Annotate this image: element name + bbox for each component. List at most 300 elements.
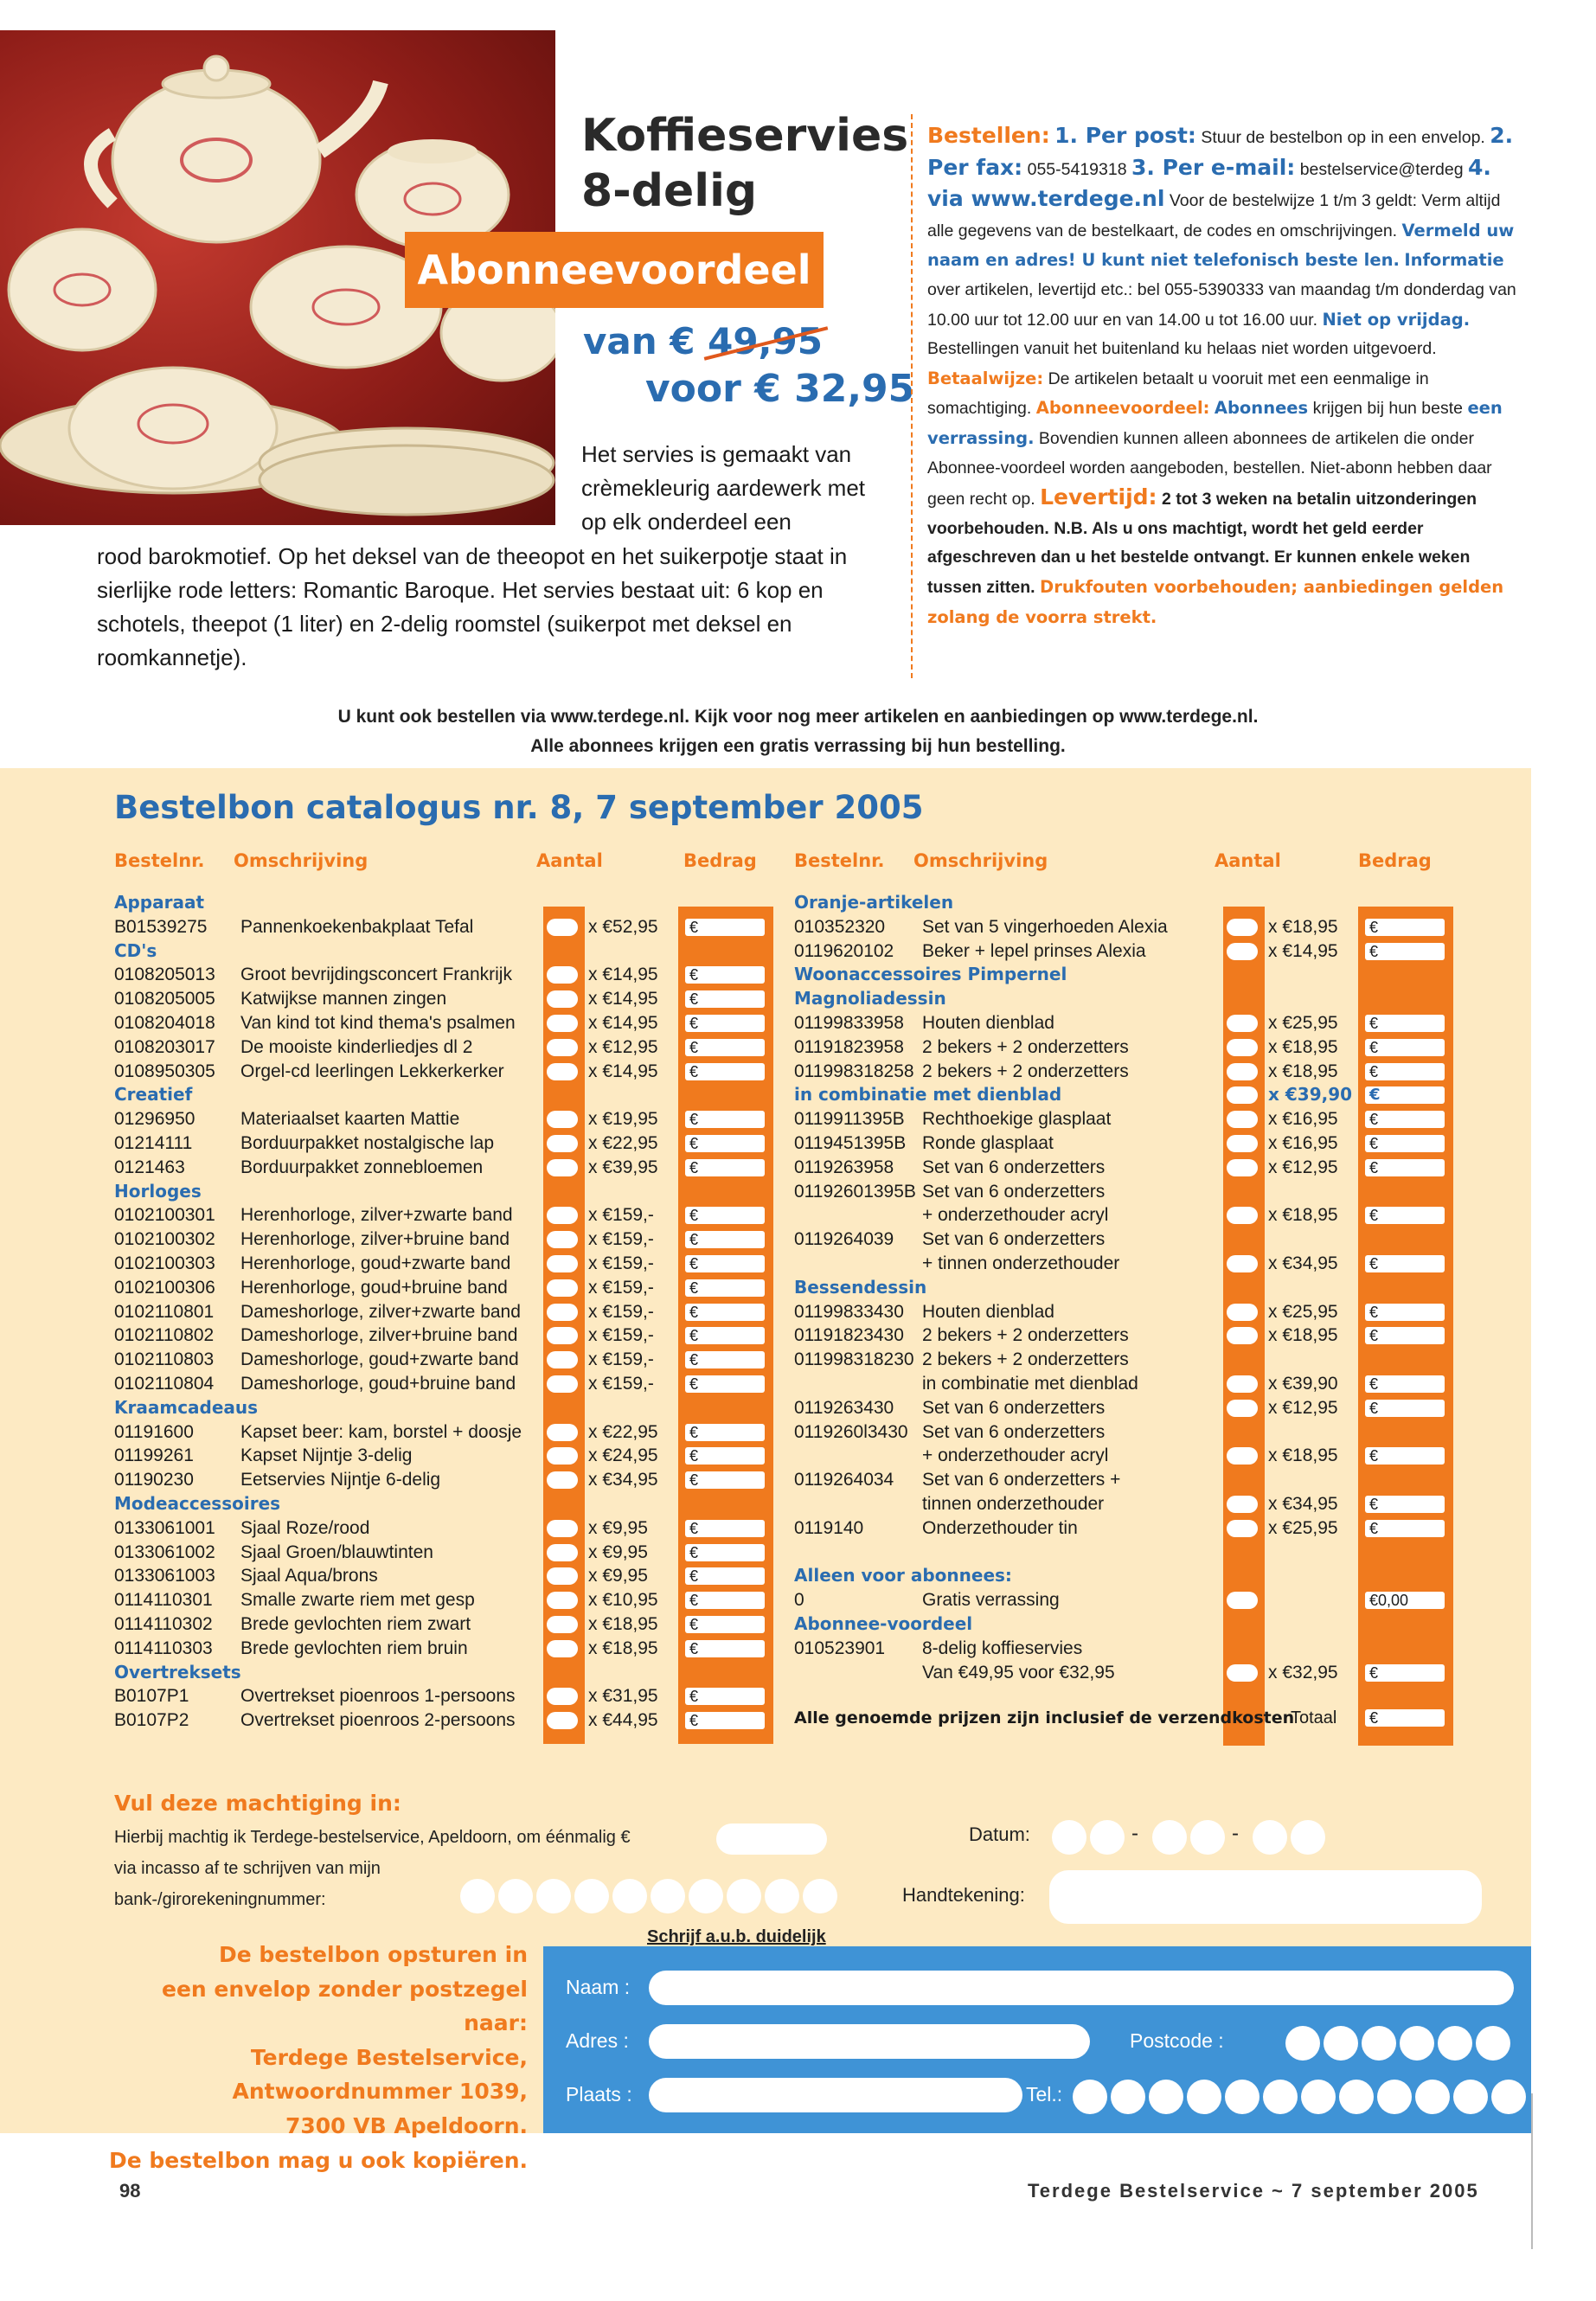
order-item-row xyxy=(794,1516,1452,1541)
amount-field[interactable]: € xyxy=(1365,1664,1445,1682)
amount-field[interactable]: € xyxy=(685,1039,765,1056)
divider-line xyxy=(911,114,913,678)
amount-field[interactable]: € xyxy=(1365,1304,1445,1321)
category-heading xyxy=(794,987,1452,1011)
item-code: 0108950305 xyxy=(114,1061,215,1081)
quantity-input[interactable] xyxy=(1227,1304,1258,1321)
item-description: Brede gevlochten riem zwart xyxy=(240,1613,471,1634)
total-note: Alle genoemde prijzen zijn inclusief de verzendkosten xyxy=(794,1708,1295,1727)
item-description: Sjaal Groen/blauwtinten xyxy=(240,1541,433,1562)
order-item-row xyxy=(794,1156,1452,1180)
amount-field[interactable]: € xyxy=(685,1520,765,1537)
quantity-input[interactable] xyxy=(1227,1255,1258,1272)
item-description: Orgel-cd leerlingen Lekkerkerker xyxy=(240,1061,504,1081)
amount-field[interactable]: € xyxy=(685,1207,765,1224)
quantity-input[interactable] xyxy=(1227,943,1258,960)
amount-field[interactable]: € xyxy=(685,1471,765,1489)
postcode-label: Postcode : xyxy=(1130,2029,1224,2052)
tel-digit[interactable] xyxy=(1187,2080,1221,2114)
amount-field[interactable]: € xyxy=(1365,1207,1445,1224)
tel-digit[interactable] xyxy=(1415,2080,1450,2114)
account-digit[interactable] xyxy=(612,1879,647,1913)
category-heading xyxy=(114,1492,772,1516)
order-item-row xyxy=(794,1420,1452,1445)
product-description-part1: Het servies is gemaakt van crèmekleurig aardewerk met op elk onderdeel een xyxy=(581,441,866,535)
date-separator: - xyxy=(1131,1822,1138,1845)
amount-field[interactable]: € xyxy=(685,1616,765,1633)
quantity-input[interactable] xyxy=(547,1351,578,1368)
quantity-input[interactable] xyxy=(1227,1520,1258,1537)
item-code: 0133061001 xyxy=(114,1517,215,1538)
item-code: 0108203017 xyxy=(114,1036,215,1057)
item-description: 8-delig koffieservies xyxy=(922,1638,1083,1658)
quantity-input[interactable] xyxy=(547,966,578,984)
amount-field[interactable]: € xyxy=(1365,1015,1445,1032)
order-item-row xyxy=(114,1684,772,1708)
item-description: Sjaal Aqua/brons xyxy=(240,1566,378,1586)
order-item-row xyxy=(114,915,772,939)
date-digit[interactable] xyxy=(1291,1820,1325,1855)
item-price: x €18,95 xyxy=(1268,1205,1338,1226)
item-description: Herenhorloge, goud+zwarte band xyxy=(240,1253,511,1273)
quantity-input[interactable] xyxy=(1227,1086,1258,1104)
category-label: in combinatie met dienblad xyxy=(794,1084,1062,1106)
date-digit[interactable] xyxy=(1253,1820,1287,1855)
item-price: x €16,95 xyxy=(1268,1109,1338,1130)
order-item-row xyxy=(114,1637,772,1661)
account-digit[interactable] xyxy=(574,1879,609,1913)
item-description: 2 bekers + 2 onderzetters xyxy=(922,1061,1129,1081)
amount-field[interactable]: € xyxy=(1365,1159,1445,1176)
amount-field[interactable]: € xyxy=(685,1327,765,1344)
mandate-amount-field[interactable] xyxy=(716,1823,827,1855)
item-price: x €14,95 xyxy=(1268,940,1338,961)
item-price: x €25,95 xyxy=(1268,1517,1338,1538)
item-description: + onderzethouder acryl xyxy=(922,1445,1109,1466)
item-code: 0102100306 xyxy=(114,1277,215,1298)
item-price: x €22,95 xyxy=(588,1421,658,1442)
order-item-row xyxy=(114,1011,772,1035)
order-item-row xyxy=(114,1588,772,1612)
plaats-label: Plaats : xyxy=(566,2083,632,2106)
order-item-row xyxy=(794,1468,1452,1492)
order-item-row xyxy=(114,1612,772,1637)
item-description: Materiaalset kaarten Mattie xyxy=(240,1109,460,1130)
order-item-row xyxy=(114,1131,772,1156)
item-price: x €18,95 xyxy=(1268,1445,1338,1466)
date-separator: - xyxy=(1232,1822,1239,1845)
adres-field[interactable] xyxy=(649,2024,1090,2059)
row-spacer xyxy=(794,1541,1452,1565)
quantity-input[interactable] xyxy=(547,1039,578,1056)
quantity-input[interactable] xyxy=(547,1688,578,1705)
signature-field[interactable] xyxy=(1049,1870,1482,1924)
item-description: Gratis verrassing xyxy=(922,1590,1060,1611)
amount-field[interactable]: € xyxy=(1365,919,1445,936)
item-description: Katwijkse mannen zingen xyxy=(240,989,447,1009)
item-code: 0108205013 xyxy=(114,965,215,985)
item-code: 0102110803 xyxy=(114,1349,215,1370)
quantity-input[interactable] xyxy=(1227,1664,1258,1682)
order-item-row xyxy=(114,1107,772,1131)
order-note-line1: U kunt ook bestellen via www.terdege.nl. Kijk voor nog meer artikelen en aanbiedingen op www.terdege.nl. xyxy=(337,707,1259,727)
amount-field[interactable]: € xyxy=(685,1592,765,1609)
amount-field[interactable]: € xyxy=(1365,1111,1445,1128)
quantity-input[interactable] xyxy=(547,1207,578,1224)
amount-field[interactable]: € xyxy=(685,919,765,936)
item-description: Dameshorloge, goud+zwarte band xyxy=(240,1349,519,1370)
order-item-row xyxy=(794,1396,1452,1420)
quantity-input[interactable] xyxy=(547,1375,578,1393)
page-number: 98 xyxy=(119,2180,141,2202)
amount-field[interactable]: € xyxy=(1365,1135,1445,1152)
order-list-left xyxy=(114,891,772,1733)
levertijd-label: Levertijd: xyxy=(1040,484,1157,510)
order-item-row xyxy=(114,1564,772,1588)
tel-digit[interactable] xyxy=(1111,2080,1145,2114)
order-item-row xyxy=(794,939,1452,964)
item-description: 2 bekers + 2 onderzetters xyxy=(922,1036,1129,1057)
amount-field[interactable]: € xyxy=(685,1712,765,1729)
item-price: x €159,- xyxy=(588,1277,654,1298)
quantity-input[interactable] xyxy=(547,1592,578,1609)
item-price: x €18,95 xyxy=(588,1613,658,1634)
date-digit[interactable] xyxy=(1152,1820,1187,1855)
quantity-input[interactable] xyxy=(547,1424,578,1441)
amount-field[interactable]: € xyxy=(685,1375,765,1393)
item-description: Overtrekset pioenroos 1-persoons xyxy=(240,1686,516,1707)
item-price: x €159,- xyxy=(588,1229,654,1250)
ordering-info xyxy=(927,121,1522,632)
quantity-input[interactable] xyxy=(547,1063,578,1080)
amount-field[interactable]: € xyxy=(685,966,765,984)
quantity-input[interactable] xyxy=(547,1304,578,1321)
item-description: Borduurpakket nostalgische lap xyxy=(240,1132,495,1153)
tel-digit[interactable] xyxy=(1491,2080,1526,2114)
tel-digit[interactable] xyxy=(1453,2080,1488,2114)
header-aantal-right: Aantal xyxy=(1215,850,1281,871)
date-digit[interactable] xyxy=(1090,1820,1125,1855)
item-price: x €31,95 xyxy=(588,1686,658,1707)
postcode-digit[interactable] xyxy=(1476,2026,1510,2061)
amount-field[interactable]: €0,00 xyxy=(1365,1592,1445,1609)
amount-field[interactable]: € xyxy=(685,1688,765,1705)
friday-note: Niet op vrijdag. xyxy=(1322,309,1471,330)
tel-digit[interactable] xyxy=(1263,2080,1298,2114)
item-code: 0119140 xyxy=(794,1517,864,1538)
name-warning: Vermeld uw naam en adres! U kunt niet telefonisch beste len. xyxy=(927,220,1515,271)
item-code: 0119264039 xyxy=(794,1229,894,1250)
amount-field[interactable]: € xyxy=(685,1159,765,1176)
item-code: 0119911395B xyxy=(794,1109,905,1130)
item-code: 0114110303 xyxy=(114,1638,213,1658)
title-line1: Koffieservies xyxy=(581,110,909,162)
item-price: x €25,95 xyxy=(1268,1012,1338,1033)
quantity-input[interactable] xyxy=(547,919,578,936)
item-description: Kapset Nijntje 3-delig xyxy=(240,1445,413,1466)
postcode-digit[interactable] xyxy=(1285,2026,1320,2061)
quantity-input[interactable] xyxy=(1227,1400,1258,1417)
item-description: + tinnen onderzethouder xyxy=(922,1253,1120,1273)
account-digit[interactable] xyxy=(765,1879,799,1913)
quantity-input[interactable] xyxy=(547,1544,578,1561)
order-item-row xyxy=(114,1203,772,1227)
quantity-input[interactable] xyxy=(547,1111,578,1128)
amount-field[interactable]: € xyxy=(685,1447,765,1465)
amount-field[interactable]: € xyxy=(1365,1447,1445,1465)
amount-field[interactable]: € xyxy=(1365,1520,1445,1537)
account-digit[interactable] xyxy=(651,1879,685,1913)
quantity-input[interactable] xyxy=(1227,1207,1258,1224)
account-digit[interactable] xyxy=(803,1879,837,1913)
send-line1: De bestelbon opsturen in xyxy=(218,1942,528,1967)
quantity-input[interactable] xyxy=(547,1640,578,1657)
item-price: x €34,95 xyxy=(1268,1493,1338,1514)
item-code: 01191823958 xyxy=(794,1036,904,1057)
category-heading xyxy=(114,1396,772,1420)
item-price: x €24,95 xyxy=(588,1445,658,1466)
tel-digit[interactable] xyxy=(1339,2080,1374,2114)
order-item-row xyxy=(114,1060,772,1084)
quantity-input[interactable] xyxy=(547,1471,578,1489)
amount-field[interactable]: € xyxy=(1365,1400,1445,1417)
tel-label: Tel.: xyxy=(1026,2083,1063,2106)
order-item-row xyxy=(114,1252,772,1276)
plaats-field[interactable] xyxy=(649,2078,1022,2112)
item-description: Van kind tot kind thema's psalmen xyxy=(240,1012,516,1033)
quantity-input[interactable] xyxy=(547,1135,578,1152)
item-price: x €18,95 xyxy=(588,1638,658,1658)
amount-field[interactable]: € xyxy=(685,1424,765,1441)
amount-field[interactable]: € xyxy=(685,1255,765,1272)
quantity-input[interactable] xyxy=(547,1279,578,1297)
amount-field[interactable]: € xyxy=(685,990,765,1008)
account-digit[interactable] xyxy=(498,1879,533,1913)
item-code: 01191823430 xyxy=(794,1325,904,1346)
item-description: Set van 6 onderzetters xyxy=(922,1181,1106,1202)
quantity-input[interactable] xyxy=(547,1327,578,1344)
item-price: x €159,- xyxy=(588,1325,654,1346)
item-code: 01214111 xyxy=(114,1132,193,1153)
item-description: Groot bevrijdingsconcert Frankrijk xyxy=(240,965,512,985)
informatie-label: Informatie xyxy=(1404,250,1504,271)
total-line xyxy=(794,1704,1452,1732)
naam-label: Naam : xyxy=(566,1976,631,1998)
header-bedrag-left: Bedrag xyxy=(683,850,757,871)
quantity-input[interactable] xyxy=(547,1015,578,1032)
item-description: 2 bekers + 2 onderzetters xyxy=(922,1349,1129,1370)
order-item-row xyxy=(794,1492,1452,1516)
item-price: x €12,95 xyxy=(588,1036,658,1057)
amount-field[interactable]: € xyxy=(685,1111,765,1128)
amount-field[interactable]: € xyxy=(1365,1255,1445,1272)
category-label: Abonnee-voordeel xyxy=(794,1612,973,1634)
quantity-input[interactable] xyxy=(1227,1159,1258,1176)
mandate-line2: via incasso af te schrijven van mijn xyxy=(114,1859,381,1878)
amount-field[interactable]: € xyxy=(685,1567,765,1585)
postcode-digit[interactable] xyxy=(1324,2026,1358,2061)
postcode-digit[interactable] xyxy=(1400,2026,1434,2061)
amount-field[interactable]: € xyxy=(685,1015,765,1032)
title-line2: 8-delig xyxy=(581,165,758,217)
amount-field[interactable]: € xyxy=(1365,1327,1445,1344)
tel-digit[interactable] xyxy=(1225,2080,1259,2114)
order-item-row xyxy=(794,1131,1452,1156)
mandate-title: Vul deze machtiging in: xyxy=(114,1791,401,1816)
item-description: in combinatie met dienblad xyxy=(922,1373,1138,1394)
order-item-row xyxy=(794,1107,1452,1131)
mandate-line1: Hierbij machtig ik Terdege-bestelservice, Apeldoorn, om éénmalig € xyxy=(114,1828,631,1847)
order-list-right xyxy=(794,891,1452,1684)
page-edge xyxy=(1531,2093,1533,2249)
email-text[interactable]: bestelservice@terdeg xyxy=(1299,159,1464,179)
quantity-input[interactable] xyxy=(547,1159,578,1176)
tel-digit[interactable] xyxy=(1073,2080,1107,2114)
header-bedrag-right: Bedrag xyxy=(1358,850,1432,871)
account-digit[interactable] xyxy=(727,1879,761,1913)
amount-field[interactable]: € xyxy=(1365,1496,1445,1513)
item-code: 0119263958 xyxy=(794,1157,894,1177)
quantity-input[interactable] xyxy=(1227,1135,1258,1152)
product-description-part2: rood barokmotief. Op het deksel van de theeopot en het suikerpotje staat in sierlijke rode letters: Romantic Baroque. Het servies bestaat uit: 6 kop en schotels, theepot (1 liter) en 2-delig roomstel (suikerpot met deksel en roomkannetje). xyxy=(97,543,848,670)
informatie-text: over artikelen, levertijd etc.: bel 055-5390333 van maandag t/m donderdag van 10.00 uur tot 12.00 uur en van 14.00 u tot 16.00 uur. xyxy=(927,279,1516,330)
category-label: Bessendessin xyxy=(794,1276,927,1298)
account-digit[interactable] xyxy=(689,1879,723,1913)
amount-field[interactable]: € xyxy=(1365,943,1445,960)
account-digit[interactable] xyxy=(460,1879,495,1913)
quantity-input[interactable] xyxy=(1227,1375,1258,1393)
category-heading xyxy=(794,963,1452,987)
price-from-struck: 49,95 xyxy=(708,320,823,362)
quantity-input[interactable] xyxy=(1227,1447,1258,1465)
amount-field[interactable]: € xyxy=(685,1640,765,1657)
date-digit[interactable] xyxy=(1190,1820,1225,1855)
quantity-input[interactable] xyxy=(1227,919,1258,936)
bestellen-label: Bestellen: xyxy=(927,123,1050,148)
quantity-input[interactable] xyxy=(1227,1015,1258,1032)
postcode-digit[interactable] xyxy=(1438,2026,1472,2061)
item-code: 0108204018 xyxy=(114,1012,215,1033)
quantity-input[interactable] xyxy=(547,1616,578,1633)
web-label[interactable]: 4. via www.terdege.nl xyxy=(927,154,1491,212)
quantity-input[interactable] xyxy=(547,1447,578,1465)
quantity-input[interactable] xyxy=(547,1567,578,1585)
item-code: B0107P2 xyxy=(114,1710,189,1731)
send-line3: Terdege Bestelservice, xyxy=(250,2044,528,2070)
item-price: x €32,95 xyxy=(1268,1662,1338,1682)
item-code: 01199261 xyxy=(114,1445,194,1466)
category-label: Modeaccessoires xyxy=(114,1492,281,1514)
post-label: 1. Per post: xyxy=(1054,123,1196,148)
total-amount-field[interactable]: € xyxy=(1365,1709,1445,1727)
order-item-row xyxy=(794,1035,1452,1060)
order-item-row xyxy=(794,1372,1452,1396)
item-price: x €22,95 xyxy=(588,1132,658,1153)
amount-field[interactable]: € xyxy=(685,1135,765,1152)
item-description: Dameshorloge, goud+bruine band xyxy=(240,1373,516,1394)
amount-field[interactable]: € xyxy=(1365,1086,1445,1104)
quantity-input[interactable] xyxy=(1227,1063,1258,1080)
item-code: 0102100303 xyxy=(114,1253,215,1273)
category-label: Apparaat xyxy=(114,892,205,913)
order-item-row xyxy=(114,1300,772,1324)
item-price: x €159,- xyxy=(588,1349,654,1370)
amount-field[interactable]: € xyxy=(685,1063,765,1080)
item-price: x €9,95 xyxy=(588,1541,648,1562)
item-description: Houten dienblad xyxy=(922,1012,1054,1033)
amount-field[interactable]: € xyxy=(1365,1375,1445,1393)
category-label: Creatief xyxy=(114,1084,193,1106)
item-price: x €39,95 xyxy=(588,1157,658,1177)
amount-field[interactable]: € xyxy=(1365,1039,1445,1056)
order-item-row xyxy=(114,1541,772,1565)
category-label: Kraamcadeaus xyxy=(114,1396,259,1418)
quantity-input[interactable] xyxy=(1227,1592,1258,1609)
item-description: Herenhorloge, zilver+zwarte band xyxy=(240,1205,513,1226)
amount-field[interactable]: € xyxy=(1365,1063,1445,1080)
quantity-input[interactable] xyxy=(547,1231,578,1248)
tel-digit[interactable] xyxy=(1301,2080,1336,2114)
item-description: Van €49,95 voor €32,95 xyxy=(922,1662,1115,1682)
quantity-input[interactable] xyxy=(547,1520,578,1537)
handtekening-label: Handtekening: xyxy=(902,1884,1025,1906)
amount-field[interactable]: € xyxy=(685,1279,765,1297)
abonneevoordeel-badge: Abonneevoordeel xyxy=(405,232,824,308)
item-code: 01190230 xyxy=(114,1470,194,1490)
quantity-input[interactable] xyxy=(1227,1039,1258,1056)
quantity-input[interactable] xyxy=(1227,1496,1258,1513)
item-description: Overtrekset pioenroos 2-persoons xyxy=(240,1710,516,1731)
abonnees-word: Abonnees xyxy=(1214,398,1309,419)
amount-field[interactable]: € xyxy=(685,1544,765,1561)
quantity-input[interactable] xyxy=(547,1712,578,1729)
category-label: Alleen voor abonnees: xyxy=(794,1565,1012,1586)
item-code: 01192601395B xyxy=(794,1181,916,1202)
item-code: 0102100302 xyxy=(114,1229,215,1250)
naam-field[interactable] xyxy=(649,1971,1514,2005)
order-item-row xyxy=(794,1252,1452,1276)
account-digit[interactable] xyxy=(536,1879,571,1913)
levertijd-text: 2 tot 3 weken na betalin uitzonderingen voorbehouden. xyxy=(927,490,1477,538)
quantity-input[interactable] xyxy=(547,990,578,1008)
quantity-input[interactable] xyxy=(547,1255,578,1272)
order-item-row xyxy=(114,1708,772,1733)
item-price: x €25,95 xyxy=(1268,1301,1338,1322)
order-item-row xyxy=(794,1348,1452,1372)
price-from-prefix: van € xyxy=(583,320,695,362)
postcode-digit[interactable] xyxy=(1362,2026,1396,2061)
amount-field[interactable]: € xyxy=(685,1231,765,1248)
date-digit[interactable] xyxy=(1052,1820,1086,1855)
quantity-input[interactable] xyxy=(1227,1327,1258,1344)
order-item-row xyxy=(794,1588,1452,1612)
item-price: x €39,90 xyxy=(1268,1373,1338,1394)
item-code: 0102110801 xyxy=(114,1301,215,1322)
item-code: 0121463 xyxy=(114,1157,185,1177)
order-item-row xyxy=(114,987,772,1011)
item-code: 0102110802 xyxy=(114,1325,215,1346)
quantity-input[interactable] xyxy=(1227,1111,1258,1128)
tel-digit[interactable] xyxy=(1377,2080,1412,2114)
price-from xyxy=(583,320,823,362)
category-label: CD's xyxy=(114,939,157,961)
item-price: x €14,95 xyxy=(588,989,658,1009)
verrassing-word: een verrassing. xyxy=(927,398,1503,448)
tel-digit[interactable] xyxy=(1149,2080,1183,2114)
amount-field[interactable]: € xyxy=(685,1351,765,1368)
item-description: Set van 6 onderzetters xyxy=(922,1397,1106,1418)
amount-field[interactable]: € xyxy=(685,1304,765,1321)
